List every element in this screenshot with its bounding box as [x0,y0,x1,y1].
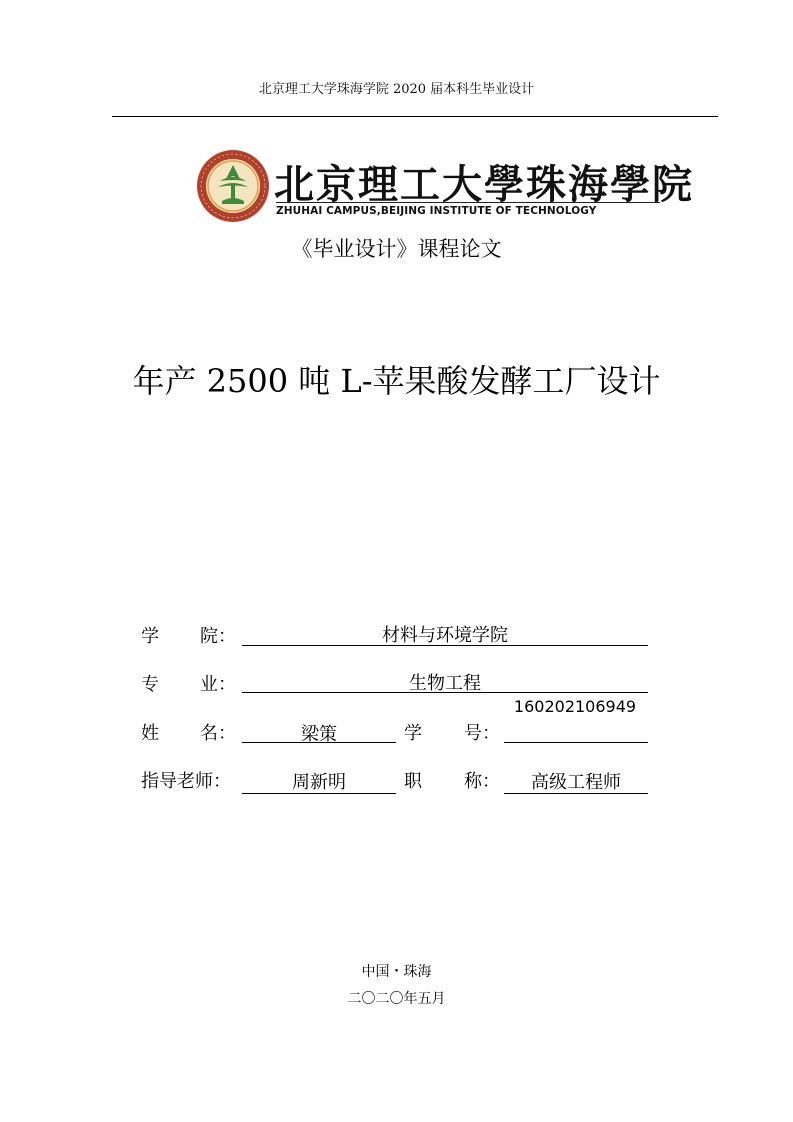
student-id-label-b: 号： [464,723,500,744]
position-value: 高级工程师 [531,772,621,793]
student-id-label-a: 学 [404,723,422,744]
major-underline [242,692,648,693]
university-name-cn: 北京理工大學珠海學院 [274,162,694,208]
name-label-b: 名： [200,723,236,744]
name-value: 梁策 [301,724,337,745]
position-label-b: 称： [464,771,500,792]
position-label-a: 职 [404,771,422,792]
college-label-a: 学 [141,626,159,647]
student-id-value: 160202106949 [513,697,637,716]
advisor-value: 周新明 [292,772,346,793]
position-underline [504,793,648,794]
college-underline [242,645,648,646]
student-id-underline [504,742,648,743]
name-label-a: 姓 [141,723,159,744]
major-label-a: 专 [141,674,159,695]
header-divider [112,116,718,117]
advisor-label: 指导老师： [141,771,231,792]
footer-place: 中国・珠海 [361,964,432,980]
footer-date: 二〇二〇年五月 [347,991,446,1007]
university-name-en: ZHUHAI CAMPUS,BEIJING INSTITUTE OF TECHNOLOGY [276,205,597,217]
university-seal-icon [196,149,270,223]
advisor-underline [242,793,396,794]
thesis-title: 年产 2500 吨 L-苹果酸发酵工厂设计 [132,362,661,400]
document-subtitle: 《毕业设计》课程论文 [291,237,502,261]
college-value: 材料与环境学院 [382,625,508,646]
name-underline [242,742,396,743]
logo-divider [276,202,660,203]
college-label-b: 院： [200,626,236,647]
major-value: 生物工程 [409,673,481,694]
running-header: 北京理工大学珠海学院 2020 届本科生毕业设计 [258,82,535,97]
major-label-b: 业： [200,674,236,695]
